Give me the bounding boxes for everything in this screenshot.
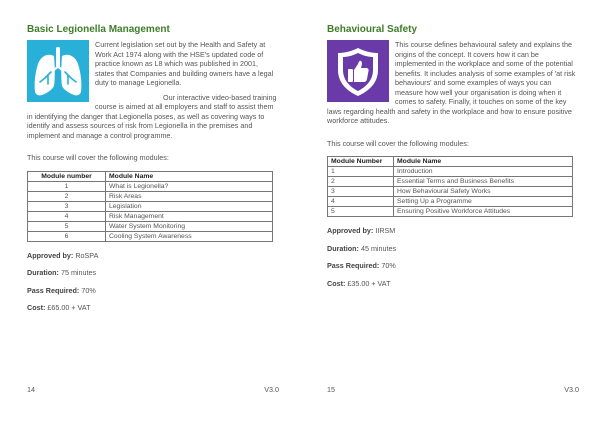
modules-intro: This course will cover the following modules:: [27, 153, 169, 162]
module-number: 2: [328, 177, 394, 187]
approved-value: IIRSM: [375, 226, 396, 235]
approved-label: Approved by:: [327, 226, 374, 235]
column-header-module-number: Module number: [28, 171, 106, 181]
course-details: [27, 251, 279, 313]
intro-paragraph-1: This course defines behavioural safety and explains the origins of the concept. It covers how it can be implemented in the workplace and some of the potential benefits. It includes analysis of some examples of 'at risk behaviours' and some examples of ways you can measure how well your organisation is doing when it comes to safety. Finally, it touches on some of the key laws regarding health and safety in the workplace and how to ensure positive workforce attitudes.: [327, 40, 576, 125]
version-label: V3.0: [264, 385, 279, 394]
module-name: Legislation: [106, 201, 273, 211]
modules-table: [27, 171, 273, 242]
duration-label: Duration:: [327, 243, 359, 253]
module-number: 5: [28, 221, 106, 231]
table-row: [328, 187, 573, 197]
module-name: What is Legionella?: [106, 181, 273, 191]
approved-value: RoSPA: [75, 250, 99, 260]
table-header-row: [28, 171, 273, 181]
right-page-content: [327, 24, 577, 296]
module-number: 4: [28, 211, 106, 221]
right-page: [300, 0, 590, 425]
pass-label: Pass Required:: [27, 285, 80, 295]
table-row: [328, 167, 573, 177]
duration: [27, 268, 279, 278]
course-intro: [327, 40, 577, 131]
duration-value: 75 minutes: [60, 268, 97, 277]
left-page: [0, 0, 290, 425]
table-row: [28, 211, 273, 221]
duration: [327, 244, 577, 254]
duration-value: 45 minutes: [360, 243, 397, 253]
pass-value: 70%: [81, 285, 96, 295]
module-name: Cooling System Awareness: [106, 231, 273, 241]
page-number: 14: [27, 385, 35, 394]
module-number: 1: [328, 167, 394, 177]
shield-thumbs-up-icon: [327, 40, 389, 102]
course-title: Basic Legionella Management: [27, 24, 170, 35]
module-name: Ensuring Positive Workforce Attitudes: [394, 207, 573, 217]
cost-label: Cost:: [27, 303, 46, 312]
module-name: Risk Areas: [106, 191, 273, 201]
table-row: [328, 197, 573, 207]
module-number: 6: [28, 231, 106, 241]
course-title: Behavioural Safety: [327, 24, 418, 35]
pass-required: [327, 261, 577, 271]
pass-label: Pass Required:: [327, 261, 380, 270]
module-number: 3: [28, 201, 106, 211]
column-header-module-name: Module Name: [394, 157, 573, 167]
version-label: V3.0: [564, 385, 579, 394]
module-name: How Behavioural Safety Works: [394, 187, 573, 197]
intro-paragraph-1: Current legislation set out by the Health and Safety at Work Act 1974 along with the HSE's updated code of practice known as L8 which was published in 2001, states that Companies and building owners have a legal duty to manage Legionella.: [95, 40, 274, 87]
page-number: 15: [327, 385, 335, 394]
duration-label: Duration:: [27, 268, 59, 277]
module-number: 1: [28, 181, 106, 191]
course-details: [327, 226, 577, 288]
table-row: [28, 181, 273, 191]
cost: [27, 303, 279, 313]
cost-label: Cost:: [327, 278, 346, 288]
table-row: [28, 231, 273, 241]
left-page-content: [27, 24, 279, 321]
modules-table: [327, 156, 573, 217]
module-number: 3: [328, 187, 394, 197]
module-number: 4: [328, 197, 394, 207]
module-number: 5: [328, 207, 394, 217]
lungs-icon: [27, 40, 89, 102]
table-row: [328, 207, 573, 217]
table-row: [28, 201, 273, 211]
table-row: [328, 177, 573, 187]
modules-intro: This course will cover the following modules:: [327, 138, 469, 148]
column-header-module-name: Module Name: [106, 171, 273, 181]
pass-value: 70%: [381, 261, 396, 270]
module-name: Water System Monitoring: [106, 221, 273, 231]
course-intro: [27, 40, 279, 145]
table-row: [28, 221, 273, 231]
module-name: Essential Terms and Business Benefits: [394, 177, 573, 187]
module-name: Introduction: [394, 167, 573, 177]
cost-value: £35.00 + VAT: [347, 278, 391, 288]
intro-paragraph-2: Our interactive video-based training course is aimed at all employers and staff to assist them in identifying the danger that Legionella poses, as well as covering ways to identify and assess sources of risk from Legionella in the premises and implement and manage a control programme.: [27, 92, 277, 140]
approved-label: Approved by:: [27, 250, 74, 260]
module-number: 2: [28, 191, 106, 201]
approved-by: [27, 251, 279, 261]
approved-by: [327, 226, 577, 236]
cost-value: £65.00 + VAT: [47, 303, 91, 312]
module-name: Setting Up a Programme: [394, 197, 573, 207]
table-row: [28, 191, 273, 201]
cost: [327, 279, 577, 289]
module-name: Risk Management: [106, 211, 273, 221]
column-header-module-number: Module Number: [328, 157, 394, 167]
pass-required: [27, 286, 279, 296]
table-header-row: [328, 157, 573, 167]
